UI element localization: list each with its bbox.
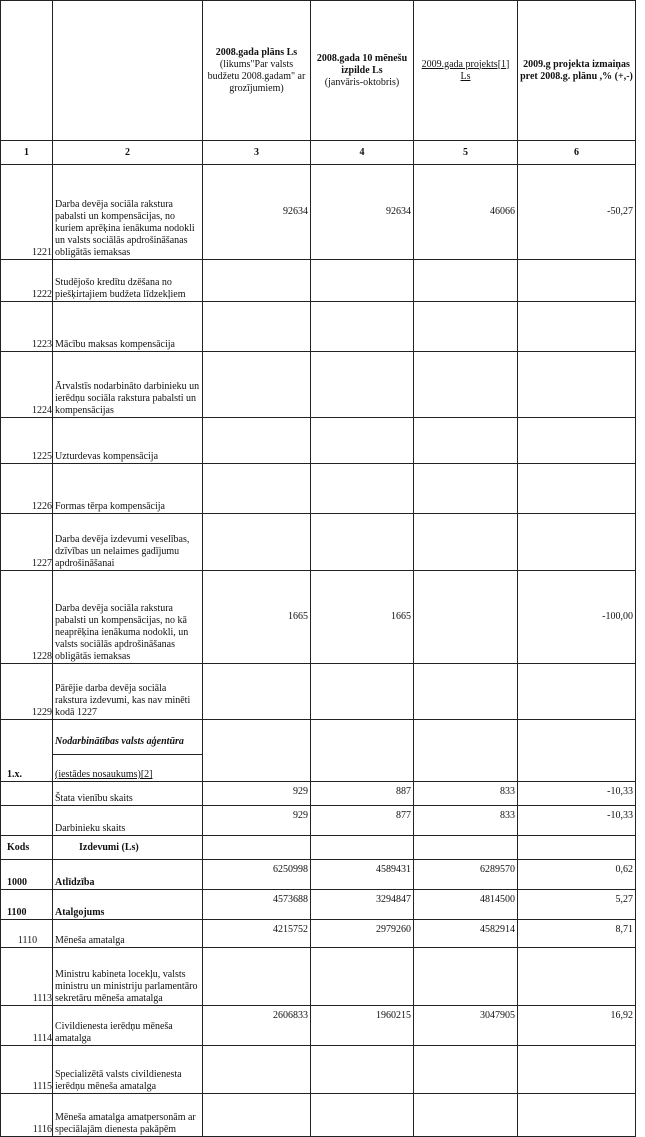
row-plan-value	[203, 260, 311, 302]
kods-header-row	[1, 836, 636, 860]
row-description: Ārvalstīs nodarbināto darbinieku un ierēdņu sociāla rakstura pabalsti un kompensācijas	[53, 352, 203, 418]
expense-execution-value: 3294847	[311, 890, 414, 920]
row-description: Mācību maksas kompensācija	[53, 302, 203, 352]
expense-code: 1110	[1, 920, 53, 948]
column-number: 4	[311, 141, 414, 165]
expense-code: 1115	[1, 1046, 53, 1094]
row-project-value	[414, 352, 518, 418]
row-change-value: -50,27	[518, 165, 636, 260]
table-row	[1, 571, 636, 664]
staff-change-value: -10,33	[518, 806, 636, 836]
expense-project-value: 4582914	[414, 920, 518, 948]
row-plan-value	[203, 352, 311, 418]
expense-description: Mēneša amatalga	[53, 920, 203, 948]
agency-code: 1.x.	[1, 720, 53, 782]
table-row	[1, 260, 636, 302]
staff-project-value: 833	[414, 806, 518, 836]
row-execution-value	[311, 260, 414, 302]
header-project-2009	[414, 1, 518, 141]
row-description: Uzturdevas kompensācija	[53, 418, 203, 464]
staff-row	[1, 806, 636, 836]
expense-row	[1, 1006, 636, 1046]
expense-code: 1113	[1, 948, 53, 1006]
expense-plan-value	[203, 948, 311, 1006]
expense-description: Mēneša amatalga amatpersonām ar speciālajām dienesta pakāpēm	[53, 1094, 203, 1137]
kods-empty	[414, 836, 518, 860]
row-code: 1227	[1, 514, 53, 571]
header-plan-2008	[203, 1, 311, 141]
row-project-value	[414, 664, 518, 720]
row-project-value	[414, 514, 518, 571]
agency-empty	[518, 720, 636, 782]
row-execution-value	[311, 418, 414, 464]
expense-project-value	[414, 1046, 518, 1094]
expense-code: 1114	[1, 1006, 53, 1046]
expense-plan-value: 6250998	[203, 860, 311, 890]
row-code: 1224	[1, 352, 53, 418]
staff-execution-value: 887	[311, 782, 414, 806]
row-change-value	[518, 514, 636, 571]
row-execution-value	[311, 302, 414, 352]
row-plan-value	[203, 464, 311, 514]
header-execution-2008-sub: (janvāris-oktobris)	[324, 76, 400, 88]
table-row	[1, 302, 636, 352]
row-execution-value	[311, 352, 414, 418]
agency-row	[1, 720, 636, 782]
row-description: Darba devēja sociāla rakstura pabalsti un kompensācijas, no kā neaprēķina ienākuma nodokli, un valsts sociālās apdrošināšanas obligātās iemaksas	[53, 571, 203, 664]
kods-header-label: Izdevumi (Ls)	[53, 836, 203, 860]
expense-row	[1, 890, 636, 920]
expense-description: Ministru kabineta locekļu, valsts ministru un ministriju parlamentāro sekretāru mēneša amatalga	[53, 948, 203, 1006]
staff-execution-value: 877	[311, 806, 414, 836]
table-row	[1, 514, 636, 571]
expense-code: 1000	[1, 860, 53, 890]
column-number: 6	[518, 141, 636, 165]
row-project-value	[414, 464, 518, 514]
row-project-value	[414, 302, 518, 352]
expense-project-value	[414, 1094, 518, 1137]
expense-row	[1, 1046, 636, 1094]
expense-plan-value: 4215752	[203, 920, 311, 948]
expense-change-value	[518, 1046, 636, 1094]
expense-plan-value	[203, 1046, 311, 1094]
agency-empty	[311, 720, 414, 782]
staff-label: Štata vienību skaits	[53, 782, 203, 806]
row-code: 1221	[1, 165, 53, 260]
expense-code: 1100	[1, 890, 53, 920]
expense-description: Atalgojums	[53, 890, 203, 920]
expense-change-value: 16,92	[518, 1006, 636, 1046]
expense-execution-value	[311, 1046, 414, 1094]
table-row	[1, 464, 636, 514]
header-project-2009-link[interactable]: 2009.gada projekts[1] Ls	[421, 58, 510, 82]
staff-code-empty	[1, 782, 53, 806]
row-execution-value	[311, 664, 414, 720]
kods-empty	[518, 836, 636, 860]
row-change-value: -100,00	[518, 571, 636, 664]
staff-code-empty	[1, 806, 53, 836]
agency-title: Nodarbinātības valsts aģentūra	[53, 736, 202, 755]
row-project-value	[414, 571, 518, 664]
agency-note: (iestādes nosaukums)[2]	[55, 769, 153, 780]
expense-execution-value: 2979260	[311, 920, 414, 948]
expense-plan-value: 4573688	[203, 890, 311, 920]
staff-plan-value: 929	[203, 806, 311, 836]
row-plan-value	[203, 664, 311, 720]
expense-description: Civildienesta ierēdņu mēneša amatalga	[53, 1006, 203, 1046]
expense-execution-value: 4589431	[311, 860, 414, 890]
header-change-percent	[518, 1, 636, 141]
header-cell-empty-1	[1, 1, 53, 141]
kods-empty	[311, 836, 414, 860]
row-code: 1226	[1, 464, 53, 514]
row-execution-value	[311, 514, 414, 571]
expense-row	[1, 860, 636, 890]
row-change-value	[518, 664, 636, 720]
kods-empty	[203, 836, 311, 860]
expense-project-value: 6289570	[414, 860, 518, 890]
header-row	[1, 1, 636, 141]
header-cell-empty-2	[53, 1, 203, 141]
expense-plan-value: 2606833	[203, 1006, 311, 1046]
header-execution-2008-title: 2008.gada 10 mēnešu izpilde Ls	[316, 52, 408, 76]
staff-change-value: -10,33	[518, 782, 636, 806]
row-change-value	[518, 260, 636, 302]
column-number: 2	[53, 141, 203, 165]
agency-cell	[53, 720, 203, 782]
row-description: Studējošo kredītu dzēšana no piešķirtajiem budžeta līdzekļiem	[53, 260, 203, 302]
column-number: 1	[1, 141, 53, 165]
row-code: 1228	[1, 571, 53, 664]
row-project-value	[414, 260, 518, 302]
row-code: 1225	[1, 418, 53, 464]
expense-execution-value	[311, 1094, 414, 1137]
row-execution-value	[311, 464, 414, 514]
header-plan-2008-sub: (likums"Par valsts budžetu 2008.gadam" ar grozījumiem)	[207, 58, 306, 94]
row-change-value	[518, 302, 636, 352]
row-description: Formas tērpa kompensācija	[53, 464, 203, 514]
row-change-value	[518, 418, 636, 464]
row-plan-value: 92634	[203, 165, 311, 260]
expense-row	[1, 1094, 636, 1137]
row-execution-value: 92634	[311, 165, 414, 260]
expense-change-value: 5,27	[518, 890, 636, 920]
table-row	[1, 352, 636, 418]
row-description: Darba devēja sociāla rakstura pabalsti un kompensācijas, no kuriem aprēķina ienākuma nodokli un valsts sociālās apdrošināšanas obligātās iemaksas	[53, 165, 203, 260]
expense-project-value: 3047905	[414, 1006, 518, 1046]
row-plan-value	[203, 514, 311, 571]
row-change-value	[518, 464, 636, 514]
table-row	[1, 165, 636, 260]
agency-empty	[414, 720, 518, 782]
column-number: 5	[414, 141, 518, 165]
staff-row	[1, 782, 636, 806]
row-plan-value: 1665	[203, 571, 311, 664]
staff-plan-value: 929	[203, 782, 311, 806]
staff-label: Darbinieku skaits	[53, 806, 203, 836]
expense-description: Specializētā valsts civildienesta ierēdņu mēneša amatalga	[53, 1046, 203, 1094]
row-project-value	[414, 418, 518, 464]
column-number-row	[1, 141, 636, 165]
header-change-percent-title: 2009.g projekta izmaiņas pret 2008.g. plānu ,% (+,-)	[520, 58, 633, 82]
expense-plan-value	[203, 1094, 311, 1137]
row-plan-value	[203, 418, 311, 464]
expense-change-value: 0,62	[518, 860, 636, 890]
agency-empty	[203, 720, 311, 782]
expense-project-value	[414, 948, 518, 1006]
row-code: 1229	[1, 664, 53, 720]
expense-change-value: 8,71	[518, 920, 636, 948]
expense-change-value	[518, 1094, 636, 1137]
table-row	[1, 664, 636, 720]
header-plan-2008-title: 2008.gada plāns Ls	[215, 46, 298, 58]
expense-row	[1, 948, 636, 1006]
expense-execution-value	[311, 948, 414, 1006]
expense-execution-value: 1960215	[311, 1006, 414, 1046]
staff-project-value: 833	[414, 782, 518, 806]
row-plan-value	[203, 302, 311, 352]
row-code: 1223	[1, 302, 53, 352]
expense-change-value	[518, 948, 636, 1006]
row-description: Pārējie darba devēja sociāla rakstura izdevumi, kas nav minēti kodā 1227	[53, 664, 203, 720]
row-code: 1222	[1, 260, 53, 302]
row-description: Darba devēja izdevumi veselības, dzīvības un nelaimes gadījumu apdrošināšanai	[53, 514, 203, 571]
table-row	[1, 418, 636, 464]
expense-code: 1116	[1, 1094, 53, 1137]
expense-row	[1, 920, 636, 948]
row-execution-value: 1665	[311, 571, 414, 664]
expense-description: Atlīdzība	[53, 860, 203, 890]
kods-header-code: Kods	[1, 836, 53, 860]
row-project-value: 46066	[414, 165, 518, 260]
header-execution-2008	[311, 1, 414, 141]
expense-project-value: 4814500	[414, 890, 518, 920]
row-change-value	[518, 352, 636, 418]
column-number: 3	[203, 141, 311, 165]
